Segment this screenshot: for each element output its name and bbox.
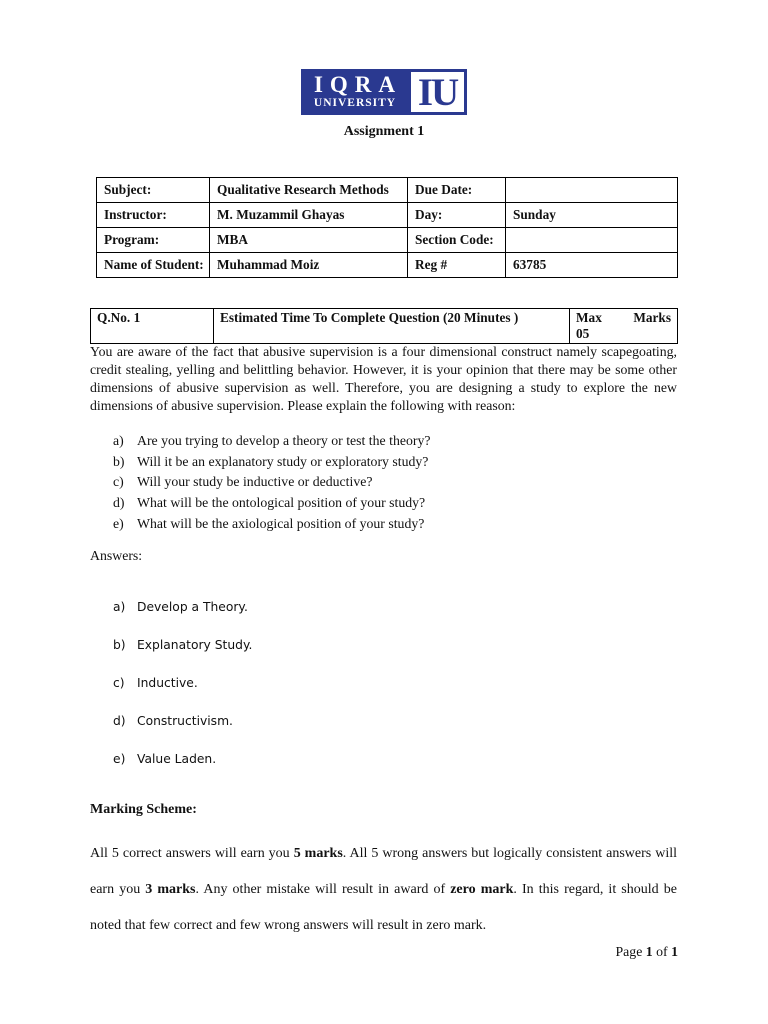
scheme-text: All 5 correct answers will earn you (90, 846, 294, 861)
table-row (91, 309, 678, 344)
info-label-student-name: Name of Student: (97, 253, 210, 278)
list-item (113, 752, 252, 790)
answer-text: Constructivism. (137, 714, 233, 728)
answer-letter: e) (113, 752, 126, 766)
answer-letter: c) (113, 676, 125, 690)
scheme-bold: 3 marks (145, 882, 196, 897)
question-text: You are aware of the fact that abusive supervision is a four dimensional construct namely scapegoating, credit stealing, yelling and belittling behavior. However, it is your opinion that there may be some other dimensions of abusive supervision as well. Therefore, you are designing a study to explore the new dimensions of abusive supervision. Please explain the following with reason: (90, 344, 677, 413)
logo-iqra: IQRA (313, 72, 403, 97)
list-letter: c) (113, 474, 124, 490)
scheme-text: . In this regard, it should be noted that few correct and few wrong answers will result in zero mark. (90, 882, 677, 933)
info-label-section-code: Section Code: (408, 228, 506, 253)
answer-text: Value Laden. (137, 752, 217, 766)
answer-letter: d) (113, 714, 126, 728)
list-item (113, 714, 252, 752)
logo-wordmark (301, 69, 409, 115)
list-text: Will it be an explanatory study or exploratory study? (137, 453, 429, 469)
table-row (97, 228, 678, 253)
list-letter: d) (113, 495, 125, 511)
info-value-program: MBA (210, 228, 408, 253)
page-total: 1 (671, 944, 678, 959)
info-label-instructor: Instructor: (97, 203, 210, 228)
answer-letter: a) (113, 600, 126, 614)
scheme-bold: 5 marks (293, 846, 343, 861)
info-value-student-name: Muhammad Moiz (210, 253, 408, 278)
list-item (113, 600, 252, 638)
info-value-day: Sunday (506, 203, 678, 228)
max-label: Max (576, 310, 602, 325)
info-label-reg: Reg # (408, 253, 506, 278)
scheme-text: . Any other mistake will result in award of (195, 882, 451, 897)
list-text: What will be the ontological position of your study? (137, 495, 426, 511)
answer-list (113, 600, 252, 790)
document-title: Assignment 1 (343, 124, 425, 139)
sub-question-list (113, 431, 430, 535)
list-item (113, 514, 430, 535)
info-label-day: Day: (408, 203, 506, 228)
logo-iu-mark: IU (411, 72, 464, 112)
marking-scheme-text (90, 836, 677, 944)
answer-text: Explanatory Study. (137, 638, 253, 652)
list-letter: e) (113, 515, 124, 531)
answer-text: Develop a Theory. (137, 600, 248, 614)
list-letter: b) (113, 453, 125, 469)
answer-letter: b) (113, 638, 126, 652)
list-text: What will be the axiological position of your study? (137, 515, 425, 531)
university-logo (301, 69, 467, 115)
of-label: of (652, 944, 672, 959)
info-value-subject: Qualitative Research Methods (210, 178, 408, 203)
info-value-section-code (506, 228, 678, 253)
marks-value: 05 (576, 326, 590, 341)
question-max-marks (570, 309, 678, 344)
logo-university: UNIVERSITY (313, 97, 397, 109)
marking-scheme-heading: Marking Scheme: (90, 802, 197, 817)
list-item (113, 431, 430, 452)
list-item (113, 493, 430, 514)
list-item (113, 472, 430, 493)
info-value-instructor: M. Muzammil Ghayas (210, 203, 408, 228)
scheme-text: . All 5 wrong answers but logically consistent answers will earn you (90, 846, 677, 897)
answer-text: Inductive. (137, 676, 198, 690)
info-label-subject: Subject: (97, 178, 210, 203)
list-text: Will your study be inductive or deductive? (137, 474, 373, 490)
list-item (113, 638, 252, 676)
table-row (97, 178, 678, 203)
table-row (97, 253, 678, 278)
marks-label: Marks (633, 310, 671, 325)
question-time: Estimated Time To Complete Question (20 Minutes ) (214, 309, 570, 344)
list-letter: a) (113, 433, 124, 448)
list-item (113, 452, 430, 473)
table-row (97, 203, 678, 228)
page-footer (616, 944, 679, 960)
page-label: Page (615, 944, 646, 959)
answers-heading: Answers: (90, 548, 143, 563)
info-value-reg: 63785 (506, 253, 678, 278)
question-number: Q.No. 1 (91, 309, 214, 344)
assignment-info-table (96, 177, 678, 278)
page-number: 1 (645, 944, 653, 959)
info-label-program: Program: (97, 228, 210, 253)
info-label-due-date: Due Date: (408, 178, 506, 203)
info-value-due-date (506, 178, 678, 203)
question-header-table (90, 308, 678, 344)
list-item (113, 676, 252, 714)
scheme-bold: zero mark (450, 882, 514, 897)
list-text: Are you trying to develop a theory or test the theory? (137, 433, 431, 448)
